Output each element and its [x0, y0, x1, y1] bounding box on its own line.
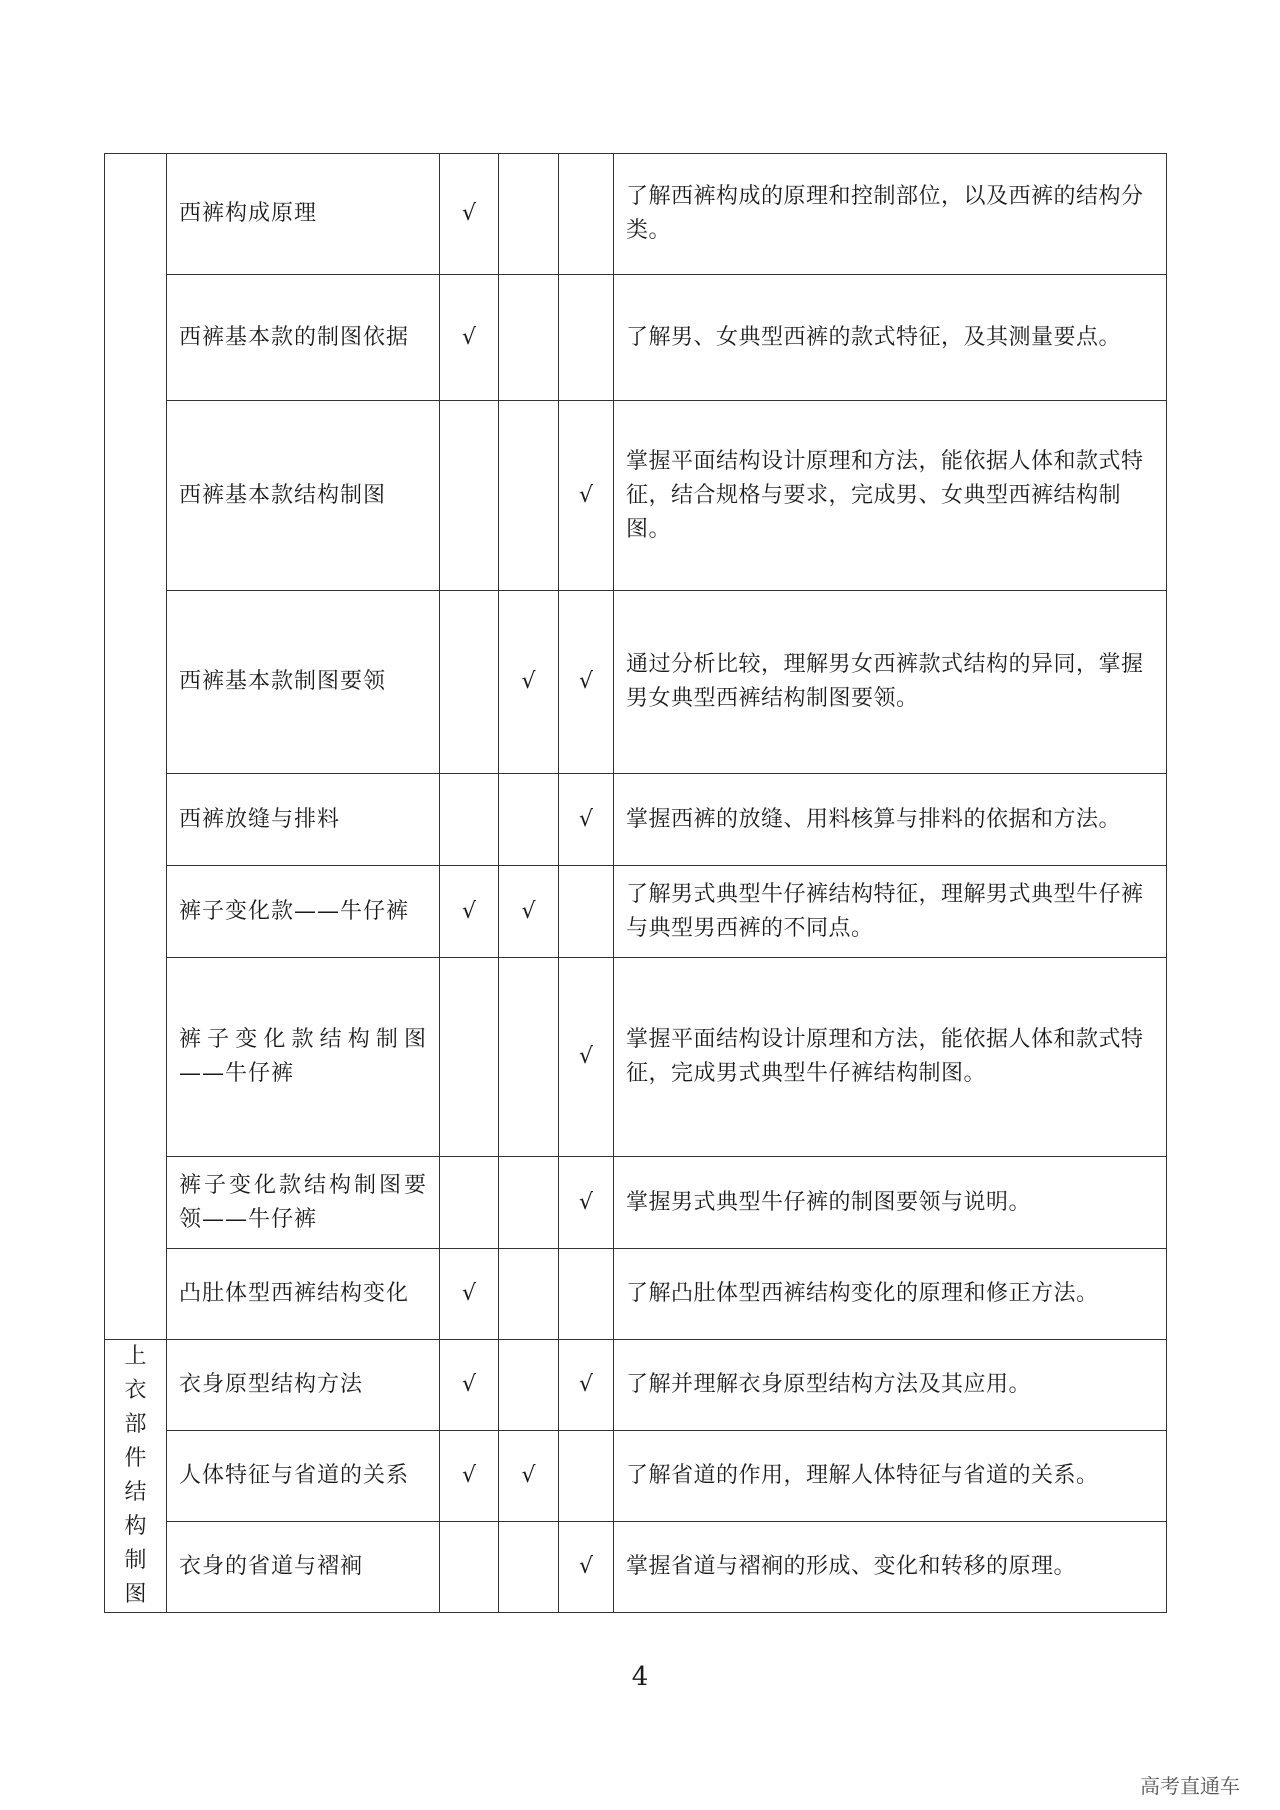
- category-cell-1: [105, 154, 167, 1340]
- table-row: [105, 774, 1167, 866]
- mark-cell-2: [499, 154, 559, 275]
- mark-cell-3: √: [559, 401, 614, 591]
- category-label: [117, 1340, 154, 1612]
- mark-cell-2: [499, 958, 559, 1157]
- mark-cell-3: [559, 275, 614, 401]
- mark-cell-2: [499, 1249, 559, 1340]
- table-row: [105, 275, 1167, 401]
- table-row: [105, 1249, 1167, 1340]
- requirement-cell: 掌握男式典型牛仔裤的制图要领与说明。: [614, 1157, 1167, 1249]
- mark-cell-1: [440, 1157, 499, 1249]
- category-char: 构: [124, 1514, 147, 1539]
- mark-cell-3: [559, 866, 614, 958]
- requirement-cell: 了解男、女典型西裤的款式特征，及其测量要点。: [614, 275, 1167, 401]
- mark-cell-1: √: [440, 1431, 499, 1522]
- mark-cell-3: √: [559, 1522, 614, 1613]
- mark-cell-3: [559, 1249, 614, 1340]
- mark-cell-2: [499, 401, 559, 591]
- category-char: 件: [124, 1446, 147, 1471]
- topic-cell: 衣身的省道与褶裥: [167, 1522, 440, 1613]
- mark-cell-1: √: [440, 1340, 499, 1431]
- requirement-cell: 掌握平面结构设计原理和方法，能依据人体和款式特征，完成男式典型牛仔裤结构制图。: [614, 958, 1167, 1157]
- table-row: [105, 958, 1167, 1157]
- category-char: 衣: [124, 1378, 147, 1403]
- topic-cell: 凸肚体型西裤结构变化: [167, 1249, 440, 1340]
- category-char: 部: [124, 1412, 147, 1437]
- requirement-cell: 掌握平面结构设计原理和方法，能依据人体和款式特征，结合规格与要求，完成男、女典型西裤结构制图。: [614, 401, 1167, 591]
- mark-cell-3: √: [559, 1157, 614, 1249]
- category-char: 结: [124, 1480, 147, 1505]
- table-row: [105, 1522, 1167, 1613]
- topic-cell: 人体特征与省道的关系: [167, 1431, 440, 1522]
- table-row: [105, 1157, 1167, 1249]
- mark-cell-3: [559, 1431, 614, 1522]
- mark-cell-1: √: [440, 154, 499, 275]
- table-row: [105, 591, 1167, 774]
- table-row: [105, 866, 1167, 958]
- topic-cell: 西裤基本款制图要领: [167, 591, 440, 774]
- topic-cell: 衣身原型结构方法: [167, 1340, 440, 1431]
- mark-cell-1: [440, 774, 499, 866]
- requirement-cell: 掌握西裤的放缝、用料核算与排料的依据和方法。: [614, 774, 1167, 866]
- mark-cell-2: [499, 275, 559, 401]
- requirement-cell: 掌握省道与褶裥的形成、变化和转移的原理。: [614, 1522, 1167, 1613]
- mark-cell-3: √: [559, 1340, 614, 1431]
- topic-cell: 裤子变化款结构制图——牛仔裤: [167, 958, 440, 1157]
- category-cell-2: [105, 1340, 167, 1613]
- mark-cell-3: [559, 154, 614, 275]
- table-row: [105, 401, 1167, 591]
- topic-cell: 西裤基本款的制图依据: [167, 275, 440, 401]
- topic-cell: 西裤放缝与排料: [167, 774, 440, 866]
- mark-cell-3: √: [559, 774, 614, 866]
- table-row: [105, 1431, 1167, 1522]
- mark-cell-2: [499, 774, 559, 866]
- requirement-cell: 了解男式典型牛仔裤结构特征，理解男式典型牛仔裤与典型男西裤的不同点。: [614, 866, 1167, 958]
- mark-cell-3: √: [559, 591, 614, 774]
- mark-cell-2: √: [499, 866, 559, 958]
- requirement-cell: 了解并理解衣身原型结构方法及其应用。: [614, 1340, 1167, 1431]
- requirement-cell: 了解省道的作用，理解人体特征与省道的关系。: [614, 1431, 1167, 1522]
- topic-cell: 裤子变化款结构制图要领——牛仔裤: [167, 1157, 440, 1249]
- mark-cell-2: √: [499, 591, 559, 774]
- table-row: [105, 154, 1167, 275]
- category-char: 上: [124, 1344, 147, 1369]
- mark-cell-2: √: [499, 1431, 559, 1522]
- mark-cell-1: [440, 958, 499, 1157]
- mark-cell-2: [499, 1340, 559, 1431]
- requirement-cell: 了解西裤构成的原理和控制部位，以及西裤的结构分类。: [614, 154, 1167, 275]
- topic-cell: 西裤基本款结构制图: [167, 401, 440, 591]
- mark-cell-1: √: [440, 866, 499, 958]
- watermark: 高考直通车: [1140, 1774, 1240, 1798]
- topic-cell: 裤子变化款——牛仔裤: [167, 866, 440, 958]
- syllabus-table: [104, 153, 1167, 1613]
- topic-cell: 西裤构成原理: [167, 154, 440, 275]
- mark-cell-1: [440, 401, 499, 591]
- mark-cell-1: [440, 1522, 499, 1613]
- mark-cell-2: [499, 1157, 559, 1249]
- requirement-cell: 通过分析比较，理解男女西裤款式结构的异同，掌握男女典型西裤结构制图要领。: [614, 591, 1167, 774]
- mark-cell-1: [440, 591, 499, 774]
- page-number: 4: [631, 1662, 649, 1692]
- category-char: 制: [124, 1548, 147, 1573]
- mark-cell-2: [499, 1522, 559, 1613]
- category-char: 图: [124, 1582, 147, 1607]
- table-row: [105, 1340, 1167, 1431]
- requirement-cell: 了解凸肚体型西裤结构变化的原理和修正方法。: [614, 1249, 1167, 1340]
- mark-cell-3: √: [559, 958, 614, 1157]
- mark-cell-1: √: [440, 275, 499, 401]
- mark-cell-1: √: [440, 1249, 499, 1340]
